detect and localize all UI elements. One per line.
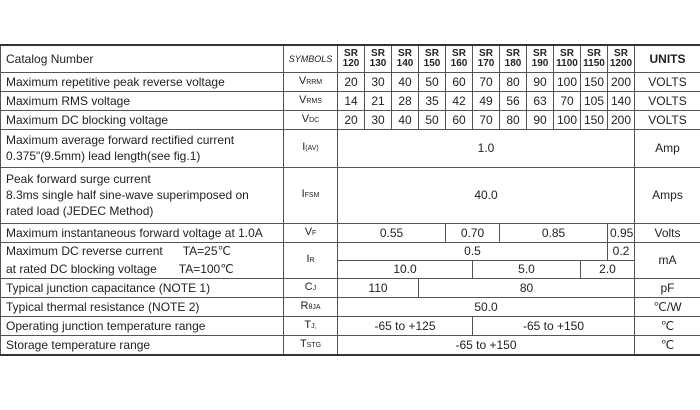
value-cell: 150 [581,110,608,129]
value-cell: 150 [581,72,608,91]
value-cell: 20 [338,110,365,129]
symbol-cell: TSTG [284,335,338,355]
row-label: Peak forward surge current 8.3ms single half sine-wave superimposed on rated load (JEDEC Method) [1,167,284,223]
value-cell: 50 [419,110,446,129]
row-label: Maximum average forward rectified current 0.375"(9.5mm) lead length(see fig.1) [1,129,284,167]
table-row-vrms [1,91,700,110]
value-cell: 70 [554,91,581,110]
value-cell: 140 [608,91,635,110]
value-cell: 56 [500,91,527,110]
symbols-header: SYMBOLS [284,45,338,72]
value-cell: 0.70 [446,223,500,242]
value-cell: 80 [419,278,635,297]
unit-cell: VOLTS [635,91,700,110]
row-label: Typical junction capacitance (NOTE 1) [1,278,284,297]
value-cell: 5.0 [473,260,581,278]
value-cell: 50.0 [338,297,635,316]
table-row-ifsm [1,167,700,223]
table-row-rth [1,297,700,316]
unit-cell: ℃/W [635,297,700,316]
value-cell: 20 [338,72,365,91]
row-label: Maximum DC blocking voltage [1,110,284,129]
unit-cell: pF [635,278,700,297]
value-cell: 90 [527,72,554,91]
value-cell: 40 [392,110,419,129]
part-header-sr180: SR 180 [500,45,527,72]
value-cell: 35 [419,91,446,110]
part-header-sr1150: SR 1150 [581,45,608,72]
table-row-vdc [1,110,700,129]
row-label: at rated DC blocking voltage TA=100℃ [1,260,284,278]
value-cell: 63 [527,91,554,110]
table-row-ir-a [1,242,700,260]
symbol-cell: VRRM [284,72,338,91]
value-cell: 1.0 [338,129,635,167]
value-cell: 110 [338,278,419,297]
datasheet-table-wrap [0,44,700,356]
catalog-number-header: Catalog Number [1,45,284,72]
value-cell: 30 [365,72,392,91]
header-row [1,45,700,72]
value-cell: 0.2 [608,242,635,260]
unit-cell: ℃ [635,335,700,355]
symbol-cell: VDC [284,110,338,129]
table-row-tstg [1,335,700,355]
row-label: Maximum RMS voltage [1,91,284,110]
unit-cell: ℃ [635,316,700,335]
part-header-sr150: SR 150 [419,45,446,72]
value-cell: 80 [500,110,527,129]
symbol-cell: I(AV) [284,129,338,167]
part-header-sr170: SR 170 [473,45,500,72]
value-cell: 100 [554,72,581,91]
value-cell: 50 [419,72,446,91]
row-label: Maximum repetitive peak reverse voltage [1,72,284,91]
symbol-cell: VRMS [284,91,338,110]
value-cell: 105 [581,91,608,110]
value-cell: 49 [473,91,500,110]
table-row-iav [1,129,700,167]
row-label: Maximum instantaneous forward voltage at 1.0A [1,223,284,242]
unit-cell: mA [635,242,700,278]
table-row-vf [1,223,700,242]
table-row-vrrm [1,72,700,91]
row-label: Typical thermal resistance (NOTE 2) [1,297,284,316]
value-cell: 2.0 [581,260,635,278]
symbol-cell: RθJA [284,297,338,316]
part-header-sr120: SR 120 [338,45,365,72]
value-cell: 0.85 [500,223,608,242]
symbol-cell: IFSM [284,167,338,223]
value-cell: 200 [608,110,635,129]
value-cell: -65 to +150 [473,316,635,335]
part-header-sr130: SR 130 [365,45,392,72]
row-label: Maximum DC reverse current TA=25℃ [1,242,284,260]
value-cell: 80 [500,72,527,91]
unit-cell: VOLTS [635,110,700,129]
ratings-table [0,44,700,356]
symbol-cell: TJ, [284,316,338,335]
value-cell: 60 [446,72,473,91]
part-header-sr140: SR 140 [392,45,419,72]
unit-cell: Amp [635,129,700,167]
table-row-cj [1,278,700,297]
symbol-cell: IR [284,242,338,278]
value-cell: 0.5 [338,242,608,260]
value-cell: 70 [473,72,500,91]
part-header-sr190: SR 190 [527,45,554,72]
unit-cell: VOLTS [635,72,700,91]
value-cell: 0.95 [608,223,635,242]
value-cell: 40 [392,72,419,91]
part-header-sr1200: SR 1200 [608,45,635,72]
table-row-tj [1,316,700,335]
value-cell: 30 [365,110,392,129]
symbol-cell: VF [284,223,338,242]
value-cell: 100 [554,110,581,129]
unit-cell: Volts [635,223,700,242]
value-cell: 10.0 [338,260,473,278]
value-cell: 42 [446,91,473,110]
table-row-ir-b [1,260,700,278]
row-label: Storage temperature range [1,335,284,355]
value-cell: 21 [365,91,392,110]
unit-cell: Amps [635,167,700,223]
value-cell: -65 to +150 [338,335,635,355]
value-cell: 28 [392,91,419,110]
row-label: Operating junction temperature range [1,316,284,335]
part-header-sr1100: SR 1100 [554,45,581,72]
value-cell: 14 [338,91,365,110]
value-cell: 90 [527,110,554,129]
value-cell: 40.0 [338,167,635,223]
value-cell: 200 [608,72,635,91]
value-cell: 70 [473,110,500,129]
value-cell: -65 to +125 [338,316,473,335]
value-cell: 0.55 [338,223,446,242]
part-header-sr160: SR 160 [446,45,473,72]
symbol-cell: CJ [284,278,338,297]
value-cell: 60 [446,110,473,129]
units-header: UNITS [635,45,700,72]
